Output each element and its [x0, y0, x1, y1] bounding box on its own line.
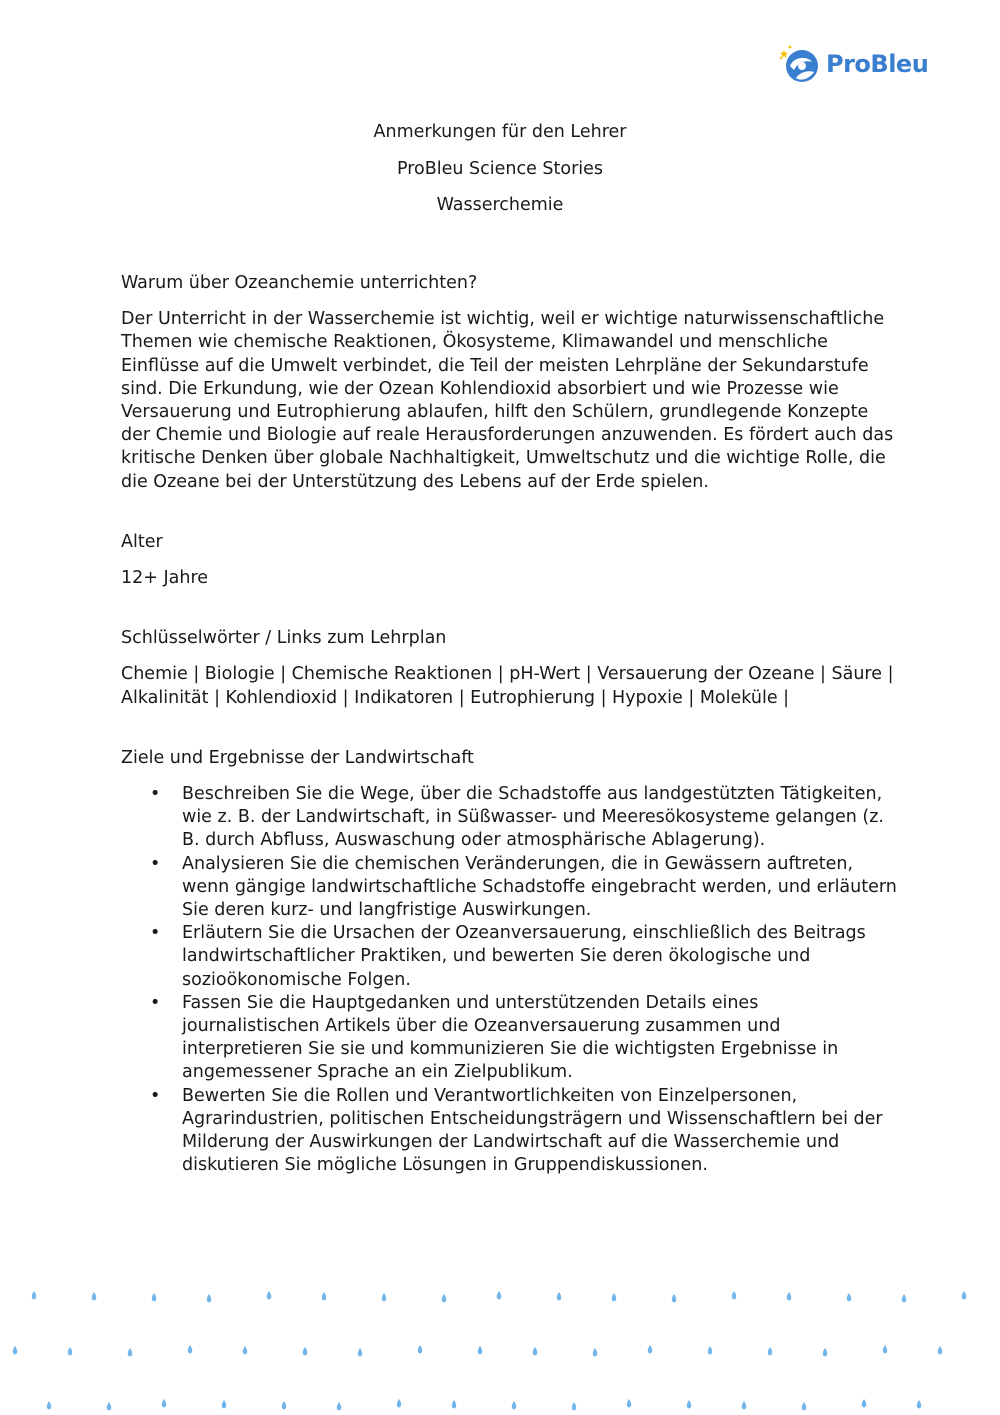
- water-droplet-icon: [732, 1291, 737, 1300]
- water-droplet-icon: [397, 1399, 402, 1408]
- list-item: • Fassen Sie die Hauptgedanken und unterstützenden Details eines journalistischen Artikels über die Ozeanversauerung zusammen und interpretieren Sie sie und kommunizieren Sie die wichtigsten Ergebnisse in angemessener Sprache an ein Zielpublikum.: [150, 992, 839, 1083]
- water-droplet-icon: [188, 1345, 193, 1354]
- water-droplet-icon: [222, 1400, 227, 1409]
- list-item: • Beschreiben Sie die Wege, über die Schadstoffe aus landgestützten Tätigkeiten, wie z. B. der Landwirtschaft, in Süßwasser- und Meeresökosysteme gelangen (z. B. durch Abfluss, Auswaschung oder atmosphärische Ablagerung).: [150, 784, 884, 851]
- water-droplet-icon: [823, 1348, 828, 1357]
- water-droplet-icon: [452, 1400, 457, 1409]
- water-droplet-icon: [847, 1293, 852, 1302]
- header-line-3: Wasserchemie: [436, 195, 564, 215]
- water-droplet-icon: [152, 1293, 157, 1302]
- water-droplet-icon: [207, 1294, 212, 1303]
- section-body-age: 12+ Jahre: [121, 568, 209, 589]
- water-droplet-icon: [303, 1347, 308, 1356]
- bullet-icon: •: [150, 992, 161, 1013]
- water-droplet-icon: [267, 1291, 272, 1300]
- water-droplet-icon: [92, 1292, 97, 1301]
- water-droplet-icon: [497, 1291, 502, 1300]
- water-droplet-icon: [708, 1346, 713, 1355]
- header-line-2: ProBleu Science Stories: [396, 158, 604, 179]
- water-droplet-icon: [47, 1401, 52, 1410]
- water-droplet-icon: [382, 1293, 387, 1302]
- water-droplet-icon: [512, 1401, 517, 1410]
- water-droplet-icon: [802, 1402, 807, 1411]
- list-item: • Analysieren Sie die chemischen Veränderungen, die in Gewässern auftreten, wenn gängige landwirtschaftliche Schadstoffe eingebracht werden, und erläutern Sie deren kurz- und langfristige Auswirkungen.: [150, 853, 897, 921]
- water-droplet-icon: [68, 1347, 73, 1356]
- water-droplet-icon: [938, 1346, 943, 1355]
- water-droplet-icon: [917, 1400, 922, 1409]
- water-droplet-icon: [533, 1347, 538, 1356]
- water-droplet-icon: [32, 1291, 37, 1300]
- water-droplet-icon: [883, 1345, 888, 1354]
- section-heading-why: Warum über Ozeanchemie unterrichten?: [121, 273, 478, 293]
- goals-list: [121, 783, 901, 1177]
- water-droplet-icon: [768, 1347, 773, 1356]
- water-droplet-icon: [337, 1402, 342, 1411]
- logo-text: ProBleu: [826, 50, 929, 78]
- water-droplet-icon: [107, 1402, 112, 1411]
- water-droplet-icon: [593, 1348, 598, 1357]
- bullet-icon: •: [150, 853, 161, 874]
- probleu-logo-icon: [778, 44, 822, 88]
- water-droplet-icon: [648, 1345, 653, 1354]
- section-heading-age: Alter: [121, 531, 163, 552]
- header-line-1: Anmerkungen für den Lehrer: [373, 122, 627, 142]
- section-heading-goals: Ziele und Ergebnisse der Landwirtschaft: [121, 747, 474, 768]
- water-droplet-icon: [282, 1401, 287, 1410]
- water-droplet-icon: [322, 1292, 327, 1301]
- water-droplet-icon: [557, 1292, 562, 1301]
- water-droplet-icon: [478, 1346, 483, 1355]
- water-droplet-icon: [442, 1294, 447, 1303]
- water-droplet-icon: [358, 1348, 363, 1357]
- water-droplet-icon: [742, 1401, 747, 1410]
- list-item: • Erläutern Sie die Ursachen der Ozeanversauerung, einschließlich des Beitrags landwirtschaftlicher Praktiken, und bewerten Sie deren ökologische und sozioökonomische Folgen.: [150, 923, 866, 990]
- water-droplet-icon: [687, 1400, 692, 1409]
- section-body-why: Der Unterricht in der Wasserchemie ist wichtig, weil er wichtige naturwissenschaftliche Themen wie chemische Reaktionen, Ökosysteme, Klimawandel und menschliche Einflüsse auf die Umwelt verbindet, die Teil der meisten Lehrpläne der Sekundarstufe sind. Die Erkundung, wie der Ozean Kohlendioxid absorbiert und wie Prozesse wie Versauerung und Eutrophierung ablaufen, hilft den Schülern, grundlegende Konzepte der Chemie und Biologie auf reale Herausforderungen anzuwenden. Es fördert auch das kritische Denken über globale Nachhaltigkeit, Umweltschutz und die wichtige Rolle, die die Ozeane bei der Unterstützung des Lebens auf der Erde spielen.: [121, 309, 894, 492]
- document-header: [0, 120, 1000, 230]
- water-droplet-icon: [243, 1346, 248, 1355]
- water-droplet-icon: [962, 1291, 967, 1300]
- water-droplet-icon: [862, 1399, 867, 1408]
- water-droplet-icon: [612, 1293, 617, 1302]
- droplet-pattern: [0, 1282, 1000, 1415]
- water-droplet-icon: [572, 1402, 577, 1411]
- bullet-icon: •: [150, 923, 161, 944]
- water-droplet-icon: [162, 1399, 167, 1408]
- water-droplet-icon: [672, 1294, 677, 1303]
- water-droplet-icon: [13, 1346, 18, 1355]
- bullet-icon: •: [150, 1085, 161, 1106]
- section-heading-keywords: Schlüsselwörter / Links zum Lehrplan: [121, 628, 447, 649]
- section-body-keywords: Chemie | Biologie | Chemische Reaktionen | pH-Wert | Versauerung der Ozeane | Säure | Alkalinität | Kohlendioxid | Indikatoren | Eutrophierung | Hypoxie | Moleküle |: [121, 664, 894, 708]
- water-droplet-icon: [128, 1348, 133, 1357]
- water-droplet-icon: [627, 1399, 632, 1408]
- bullet-icon: •: [150, 784, 161, 805]
- water-droplet-icon: [902, 1294, 907, 1303]
- probleu-logo: [778, 44, 928, 88]
- list-item: • Bewerten Sie die Rollen und Verantwortlichkeiten von Einzelpersonen, Agrarindustrien, politischen Entscheidungsträgern und Wissenschaftlern bei der Milderung der Auswirkungen der Landwirtschaft auf die Wasserchemie und diskutieren Sie mögliche Lösungen in Gruppendiskussionen.: [150, 1085, 883, 1176]
- document-body: [121, 272, 901, 1178]
- water-droplet-icon: [787, 1292, 792, 1301]
- water-droplet-icon: [418, 1345, 423, 1354]
